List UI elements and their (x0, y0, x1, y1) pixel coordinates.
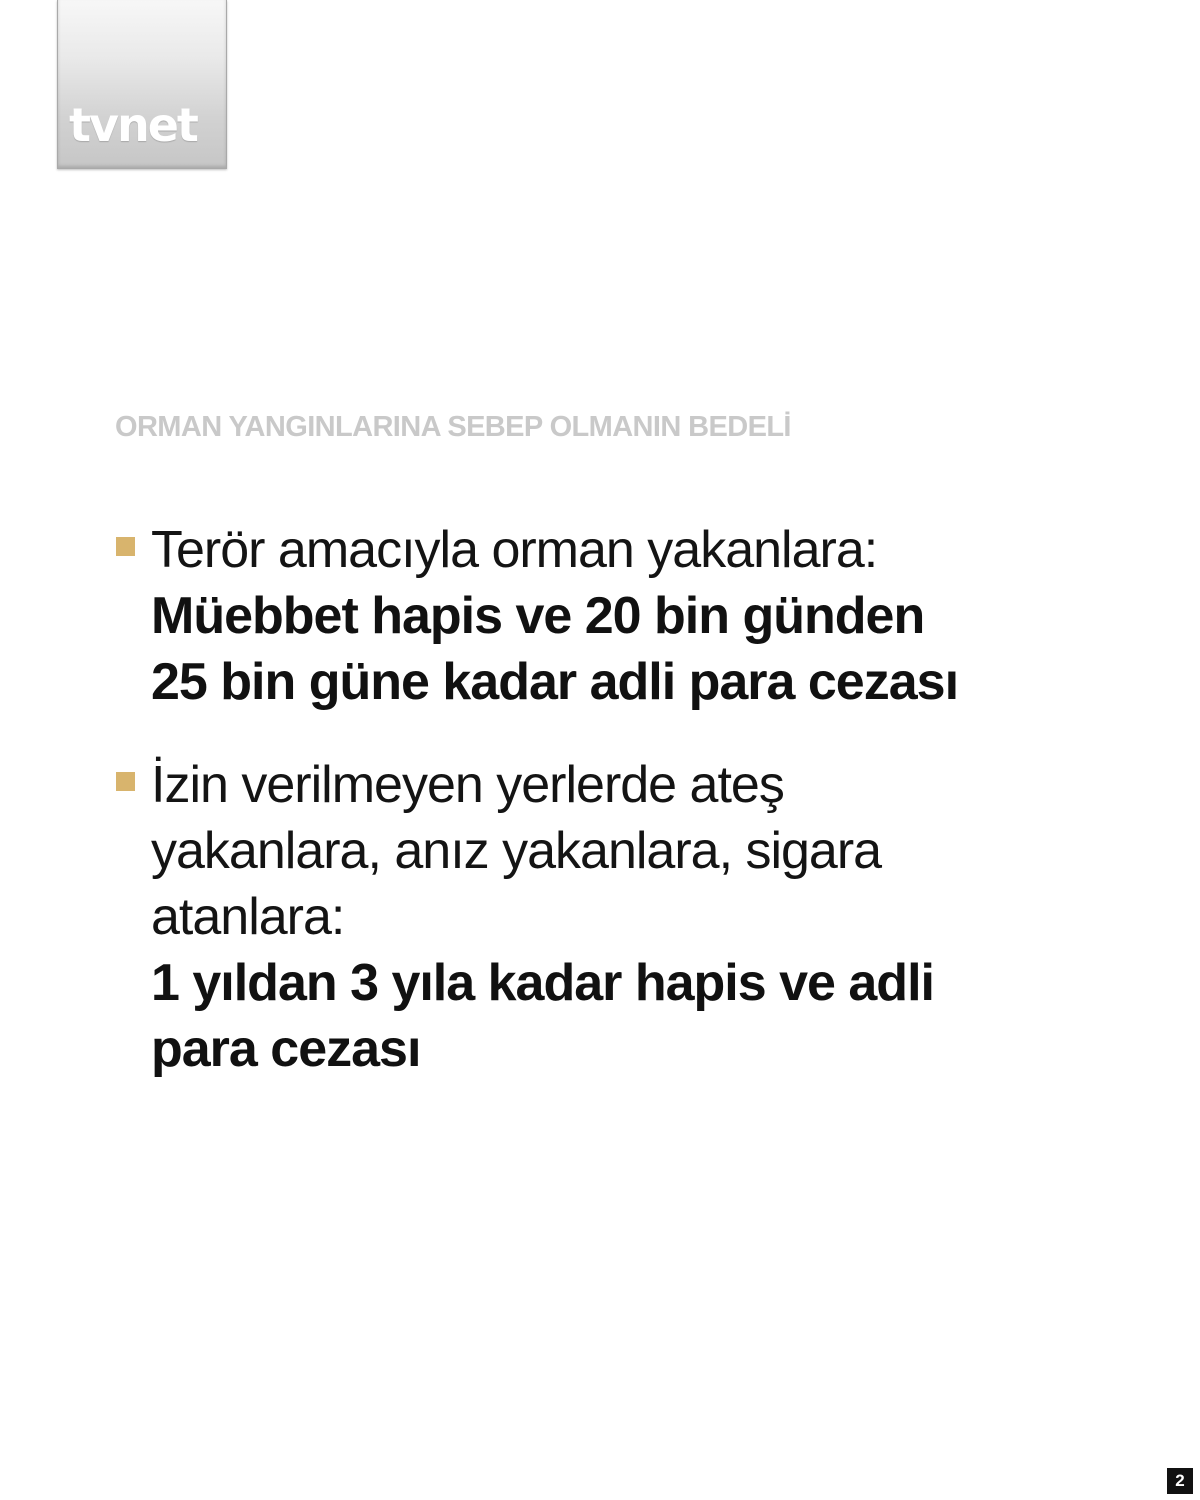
item-penalty-line: 25 bin güne kadar adli para cezası (151, 653, 959, 711)
item-intro-line: Terör amacıyla orman yakanlara: (151, 521, 878, 579)
logo-text: tvnet (69, 98, 197, 152)
square-bullet-icon (116, 537, 135, 556)
section-kicker: ORMAN YANGINLARINA SEBEP OLMANIN BEDELİ (115, 411, 791, 443)
list-item-text (151, 752, 1151, 1082)
item-penalty-line: Müebbet hapis ve 20 bin günden (151, 587, 925, 645)
page-number-badge: 2 (1167, 1468, 1193, 1494)
item-intro-line: atanlara: (151, 888, 345, 946)
item-penalty-line: para cezası (151, 1020, 421, 1078)
item-intro-line: İzin verilmeyen yerlerde ateş (151, 756, 784, 814)
list-item-text (151, 517, 1151, 715)
item-penalty-line: 1 yıldan 3 yıla kadar hapis ve adli (151, 954, 934, 1012)
square-bullet-icon (116, 772, 135, 791)
item-intro-line: yakanlara, anız yakanlara, sigara (151, 822, 882, 880)
tvnet-logo (57, 0, 227, 169)
